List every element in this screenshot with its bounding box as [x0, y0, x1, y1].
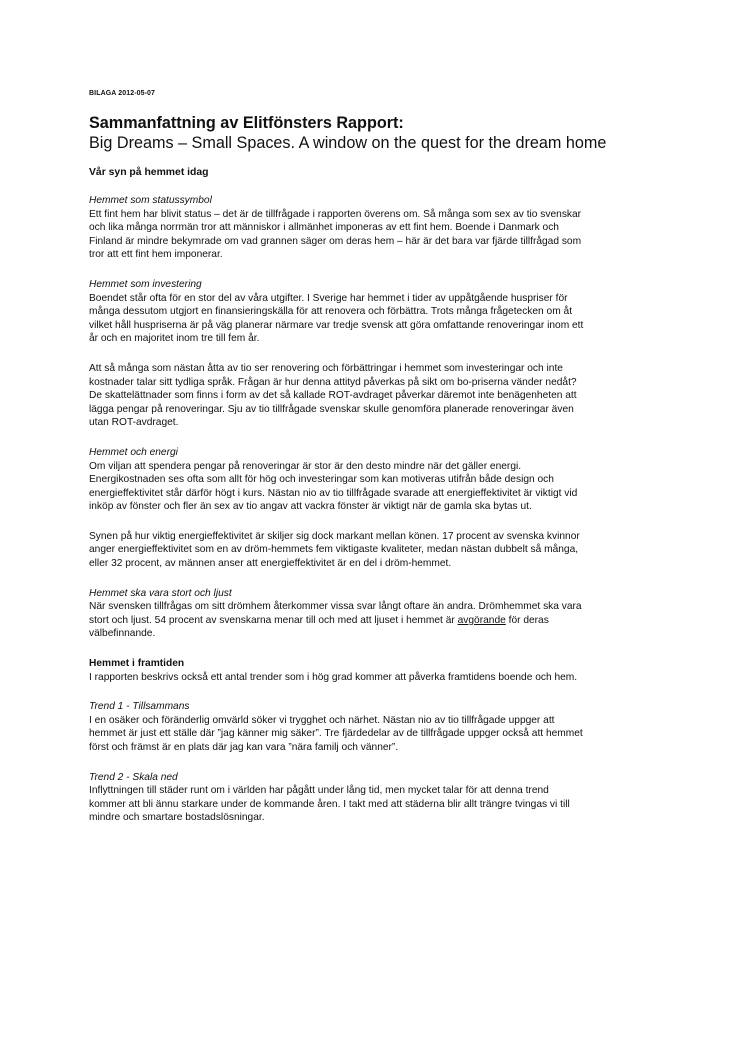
- text-line: kommer att bli ännu starkare under de kommande åren. I takt med att städerna blir allt trängre tvingas vi till: [89, 798, 570, 810]
- text-line: I rapporten beskrivs också ett antal trender som i hög grad kommer att påverka framtidens boende och hem.: [89, 671, 578, 683]
- text-line: När svensken tillfrågas om sitt drömhem återkommer vissa svar långt oftare än andra. Drömhemmet ska vara: [89, 601, 582, 613]
- text-line: energieffektivitet står därför högt i kurs. Nästan nio av tio tillfrågade svarade att energieffektivitet är viktigt vid: [89, 487, 578, 499]
- paragraph-trend-1: [89, 714, 659, 755]
- text-line: Synen på hur viktig energieffektivitet är skiljer sig dock markant mellan könen. 17 procent av svenska kvinnor: [89, 530, 580, 542]
- text-segment: för deras: [505, 614, 549, 626]
- text-line: lägga pengar på renoveringar. Sju av tio tillfrågade svenskar skulle genomföra planerade renoveringar även: [89, 403, 574, 415]
- text-line: Inflyttningen till städer runt om i världen har pågått under lång tid, men mycket talar för att denna trend: [89, 785, 549, 797]
- paragraph-trend-2: [89, 784, 659, 825]
- text-line: Energikostnaden ses ofta som allt för hög och investeringar som kan motiveras utifrån både design och: [89, 474, 554, 486]
- text-line: år och en majoritet inom tre till fem år.: [89, 333, 260, 345]
- text-line: Att så många som nästan åtta av tio ser renovering och förbättringar i hemmet som investeringar och inte: [89, 362, 563, 374]
- underlined-word: avgörande: [457, 614, 506, 626]
- subheading-status: Hemmet som statussymbol: [89, 195, 212, 206]
- text-line: Om viljan att spendera pengar på renoveringar är stor är den desto mindre när det gäller energi.: [89, 460, 522, 472]
- text-segment: stort och ljust. 54 procent av svenskarna menar till och med att ljuset i hemmet är: [89, 614, 458, 626]
- text-line: Finland är mindre bekymrade om vad grannen säger om deras hem – här är det bara var fjärde tillfrågad som: [89, 235, 582, 247]
- text-line: och lika många norrmän tror att människor i allmänhet imponeras av ett fint hem. Boende i Danmark och: [89, 222, 559, 234]
- text-line: tror att ett fint hem imponerar.: [89, 249, 223, 261]
- section-heading-future: Hemmet i framtiden: [89, 658, 185, 670]
- text-line: välbefinnande.: [89, 628, 156, 640]
- subheading-trend-1: Trend 1 - Tillsammans: [89, 701, 190, 713]
- document-kicker: BILAGA 2012-05-07: [89, 90, 156, 97]
- section-heading-today: Vår syn på hemmet idag: [89, 167, 209, 178]
- text-line: kostnader talar sitt tydliga språk. Frågan är hur denna attityd påverkas på sikt om bo-priserna vänder nedåt?: [89, 376, 577, 388]
- text-line: inköp av fönster och fler än sex av tio angav att vackra fönster är viktigt när de gamla ska bytas ut.: [89, 501, 532, 513]
- text-line: mindre och smartare bostadslösningar.: [89, 812, 265, 824]
- paragraph-energy-1: [89, 460, 659, 514]
- text-line: I en osäker och föränderlig omvärld söker vi trygghet och närhet. Nästan nio av tio tillfrågade uppger att: [89, 714, 555, 726]
- subheading-investment: Hemmet som investering: [89, 278, 202, 290]
- text-line: utan ROT-avdraget.: [89, 417, 179, 429]
- text-line: många dessutom utgjort en finansieringskälla för att renovera och förbättra. Trots många frågetecken om åt: [89, 306, 573, 318]
- document-subtitle: Big Dreams – Small Spaces. A window on the quest for the dream home: [89, 134, 607, 152]
- paragraph-status: [89, 208, 659, 262]
- text-line: Ett fint hem har blivit status – det är de tillfrågade i rapporten överens om. Så många som sex av tio svenskar: [89, 208, 582, 220]
- subheading-light: Hemmet ska vara stort och ljust: [89, 587, 232, 599]
- text-line: anger energieffektivitet som en av dröm-hemmets fem viktigaste kvaliteter, medan nästan dubbelt så många,: [89, 544, 579, 556]
- text-line: [89, 614, 659, 628]
- text-line: vilket håll huspriserna är på väg planerar närmare var tredje svensk att göra omfattande renoveringar inom ett: [89, 319, 584, 331]
- paragraph-investment-2: [89, 362, 659, 430]
- paragraph-investment-1: [89, 292, 659, 346]
- subheading-trend-2: Trend 2 - Skala ned: [89, 771, 178, 783]
- paragraph-energy-2: [89, 530, 659, 571]
- text-line: eller 32 procent, av männen anser att energieffektivitet är en del i dröm-hemmet.: [89, 558, 452, 570]
- subheading-energy: Hemmet och energi: [89, 446, 178, 458]
- paragraph-light: [89, 600, 659, 641]
- document-title: Sammanfattning av Elitfönsters Rapport:: [89, 114, 404, 132]
- text-line: hemmet är just ett ställe där ”jag känner mig säker”. Tre fjärdedelar av de tillfrågade uppger också att hemmet: [89, 728, 583, 740]
- text-line: Boendet står ofta för en stor del av våra utgifter. I Sverige har hemmet i tider av uppåtgående huspriser för: [89, 292, 568, 304]
- text-line: De skattelättnader som finns i form av det så kallade ROT-avdraget påverkar däremot inte benägenheten att: [89, 390, 577, 402]
- document-page: [89, 90, 659, 825]
- text-line: först och främst är en plats där jag kan vara ”nära familj och vänner”.: [89, 742, 399, 753]
